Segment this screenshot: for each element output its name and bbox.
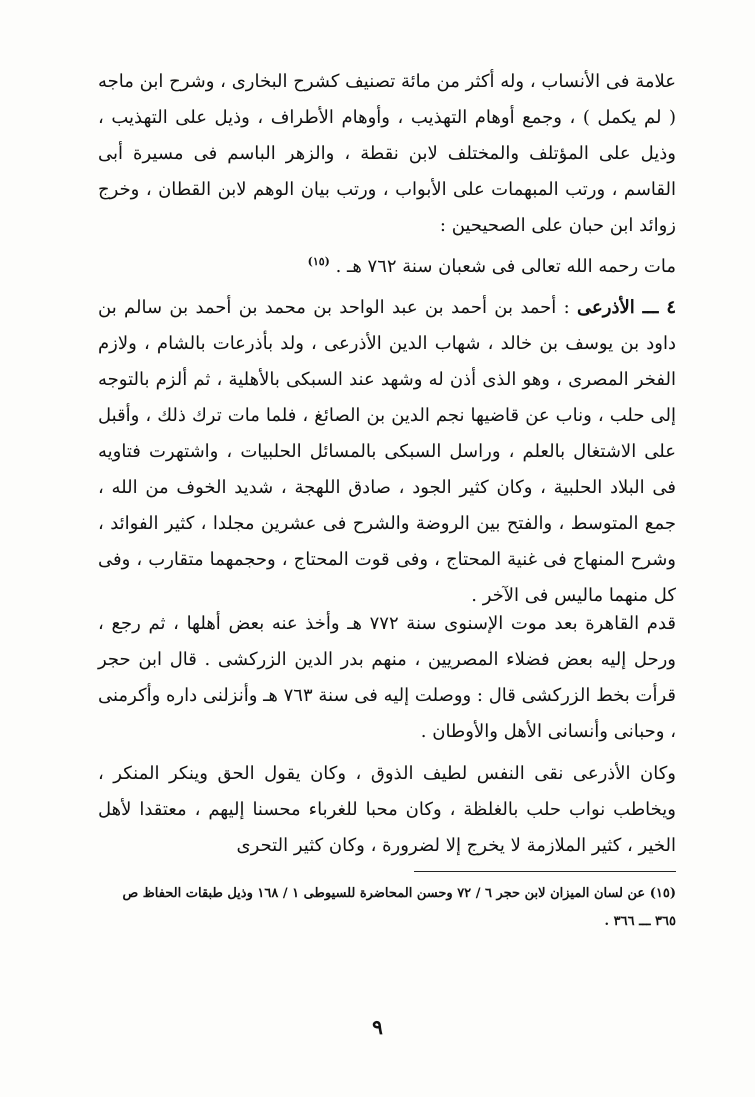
paragraph-character: وكان الأذرعى نقى النفس لطيف الذوق ، وكان يقول الحق وينكر المنكر ، ويخاطب نواب حلب بالغلظة ، وكان محبا للغرباء محسنا إليهم ، معتقدا لأهل الخير ، كثير الملازمة لا يخرج إلا لضرورة ، وكان كثير التحرى <box>98 763 676 856</box>
footnote-divider <box>414 871 676 872</box>
death-text: مات رحمه الله تعالى فى شعبان سنة ٧٦٢ هـ . <box>335 256 676 277</box>
paragraph-cairo: قدم القاهرة بعد موت الإسنوى سنة ٧٧٢ هـ وأخذ عنه بعض أهلها ، ثم رجع ، ورحل إليه بعض فضلاء المصريين ، منهم بدر الدين الزركشى . قال ابن حجر قرأت بخط الزركشى قال : ووصلت إليه فى سنة ٧٦٣ هـ وأنزلنى داره وأكرمنى ، وحبانى وأنسانى الأهل والأوطان . <box>98 613 676 742</box>
paragraph-intro: علامة فى الأنساب ، وله أكثر من مائة تصنيف كشرح البخارى ، وشرح ابن ماجه ( لم يكمل ) ، وجمع أوهام التهذيب ، وأوهام الأطراف ، وذيل على التهذيب ، وذيل على المؤتلف والمختلف لابن نقطة ، والزهر الباسم فى مسيرة أبى القاسم ، ورتب المبهمات على الأبواب ، ورتب بيان الوهم لابن القطان ، وخرج زوائد ابن حبان على الصحيحين : <box>98 71 676 236</box>
page-number: ٩ <box>372 1015 383 1039</box>
footnote-reference: (١٥) <box>307 255 330 268</box>
footnote: (١٥) عن لسان الميزان لابن حجر ٦ / ٧٢ وحسن المحاضرة للسيوطى ١ / ١٦٨ وذيل طبقات الحفاظ ص ٣٦٥ ـــ ٣٦٦ . <box>122 886 676 929</box>
entry-body: : أحمد بن أحمد بن عبد الواحد بن محمد بن أحمد بن سالم بن داود بن يوسف بن خالد ، شهاب الدين الأذرعى ، ولد بأذرعات بالشام ، ولازم الفخر المصرى ، وهو الذى أذن له وشهد عند السبكى بالأهلية ، ثم ألزم بالتوجه إلى حلب ، وناب عن قاضيها نجم الدين بن الصائغ ، فلما مات ترك ذلك ، وأقبل على الاشتغال بالعلم ، وراسل السبكى بالمسائل الحلبيات ، واشتهرت فتاويه فى البلاد الحلبية ، وكان كثير الجود ، صادق اللهجة ، شديد الخوف من الله ، جمع المتوسط ، والفتح بين الروضة والشرح فى عشرين مجلدا ، كثير الفوائد ، وشرح المنهاج فى غنية المحتاج ، وفى قوت المحتاج ، وحجمهما متقارب ، وفى كل منهما ماليس فى الآخر . <box>98 297 676 606</box>
entry-heading: ٤ ـــ الأذرعى <box>577 297 676 318</box>
paragraph-biography <box>98 290 676 614</box>
death-line <box>98 244 676 285</box>
